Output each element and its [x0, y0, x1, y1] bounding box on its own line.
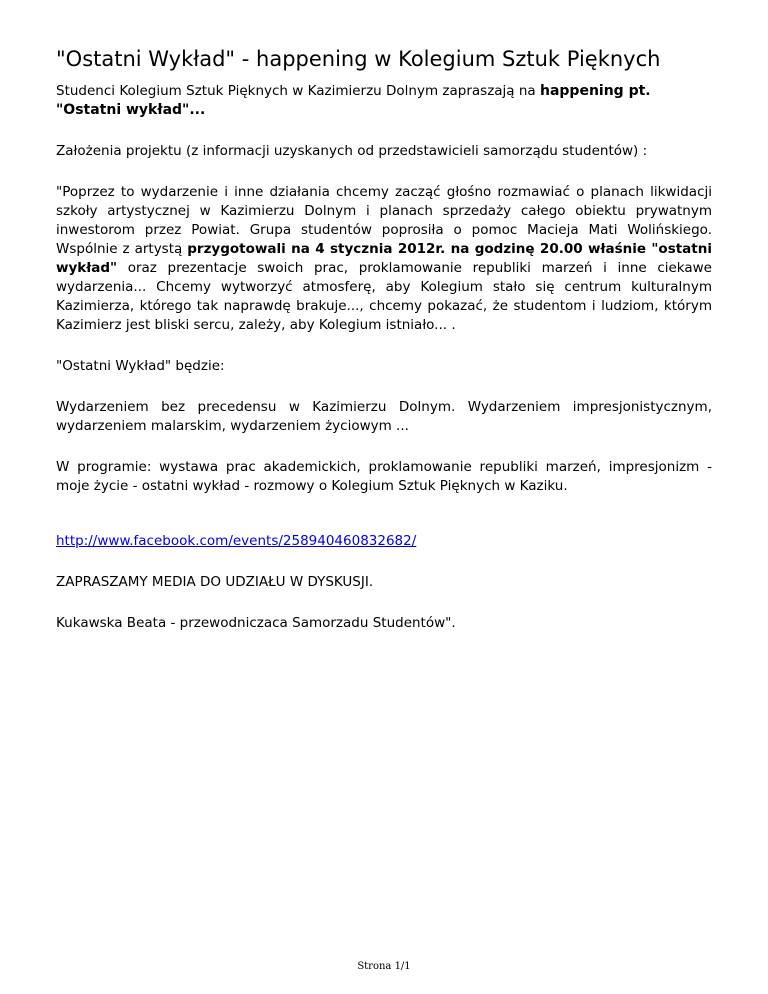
invite-media-paragraph: ZAPRASZAMY MEDIA DO UDZIAŁU W DYSKUSJI.	[56, 574, 374, 590]
intro-paragraph	[56, 82, 712, 120]
programme-paragraph: W programie: wystawa prac akademickich, proklamowanie republiki marzeń, impresjonizm - moje życie - ostatni wykład - rozmowy o Kolegium Sztuk Pięknych w Kaziku.	[56, 459, 712, 494]
quote-text-part1: "Poprzez to wydarzenie i inne działania chcemy zacząć głośno rozmawiać o planach likwidacji szkoły artystycznej w Kazimierzu Dolnym i planach sprzedaży całego obiektu prywatnym inwestorom przez Powiat. Grupa studentów poprosiła o pomoc Macieja Mati Wolińskiego. Wspólnie z artystą	[56, 184, 712, 257]
page-title: "Ostatni Wykład" - happening w Kolegium Sztuk Pięknych	[56, 47, 661, 71]
quote-text-part2: oraz prezentacje swoich prac, proklamowanie republiki marzeń i inne ciekawe wydarzenia... Chcemy wytworzyć atmosferę, aby Kolegium stało się centrum kulturalnym Kazimierza, którego tak naprawdę brakuje..., chcemy pokazać, że studentom i ludziom, którym Kazimierz jest bliski sercu, zależy, aby Kolegium istniało... .	[56, 260, 712, 333]
event-link-paragraph	[56, 532, 712, 551]
will-be-paragraph: "Ostatni Wykład" będzie:	[56, 358, 225, 374]
intro-text: Studenci Kolegium Sztuk Pięknych w Kazimierzu Dolnym zapraszają na	[56, 83, 540, 99]
quote-bold-text: przygotowali na 4 stycznia 2012r. na godzinę 20.00 właśnie "ostatni wykład"	[56, 241, 712, 276]
page-number: Strona 1/1	[357, 961, 411, 972]
facebook-event-link[interactable]: http://www.facebook.com/events/258940460832682/	[56, 533, 417, 549]
intro-bold-text: happening pt. "Ostatni wykład"...	[56, 83, 651, 118]
quote-paragraph	[56, 183, 712, 335]
article-body	[56, 82, 712, 655]
description-paragraph: Wydarzeniem bez precedensu w Kazimierzu Dolnym. Wydarzeniem impresjonistycznym, wydarzeniem malarskim, wydarzeniem życiowym ...	[56, 399, 712, 434]
assumptions-paragraph: Założenia projektu (z informacji uzyskanych od przedstawicieli samorządu studentów) :	[56, 143, 648, 159]
signature-paragraph: Kukawska Beata - przewodniczaca Samorzadu Studentów".	[56, 615, 456, 631]
